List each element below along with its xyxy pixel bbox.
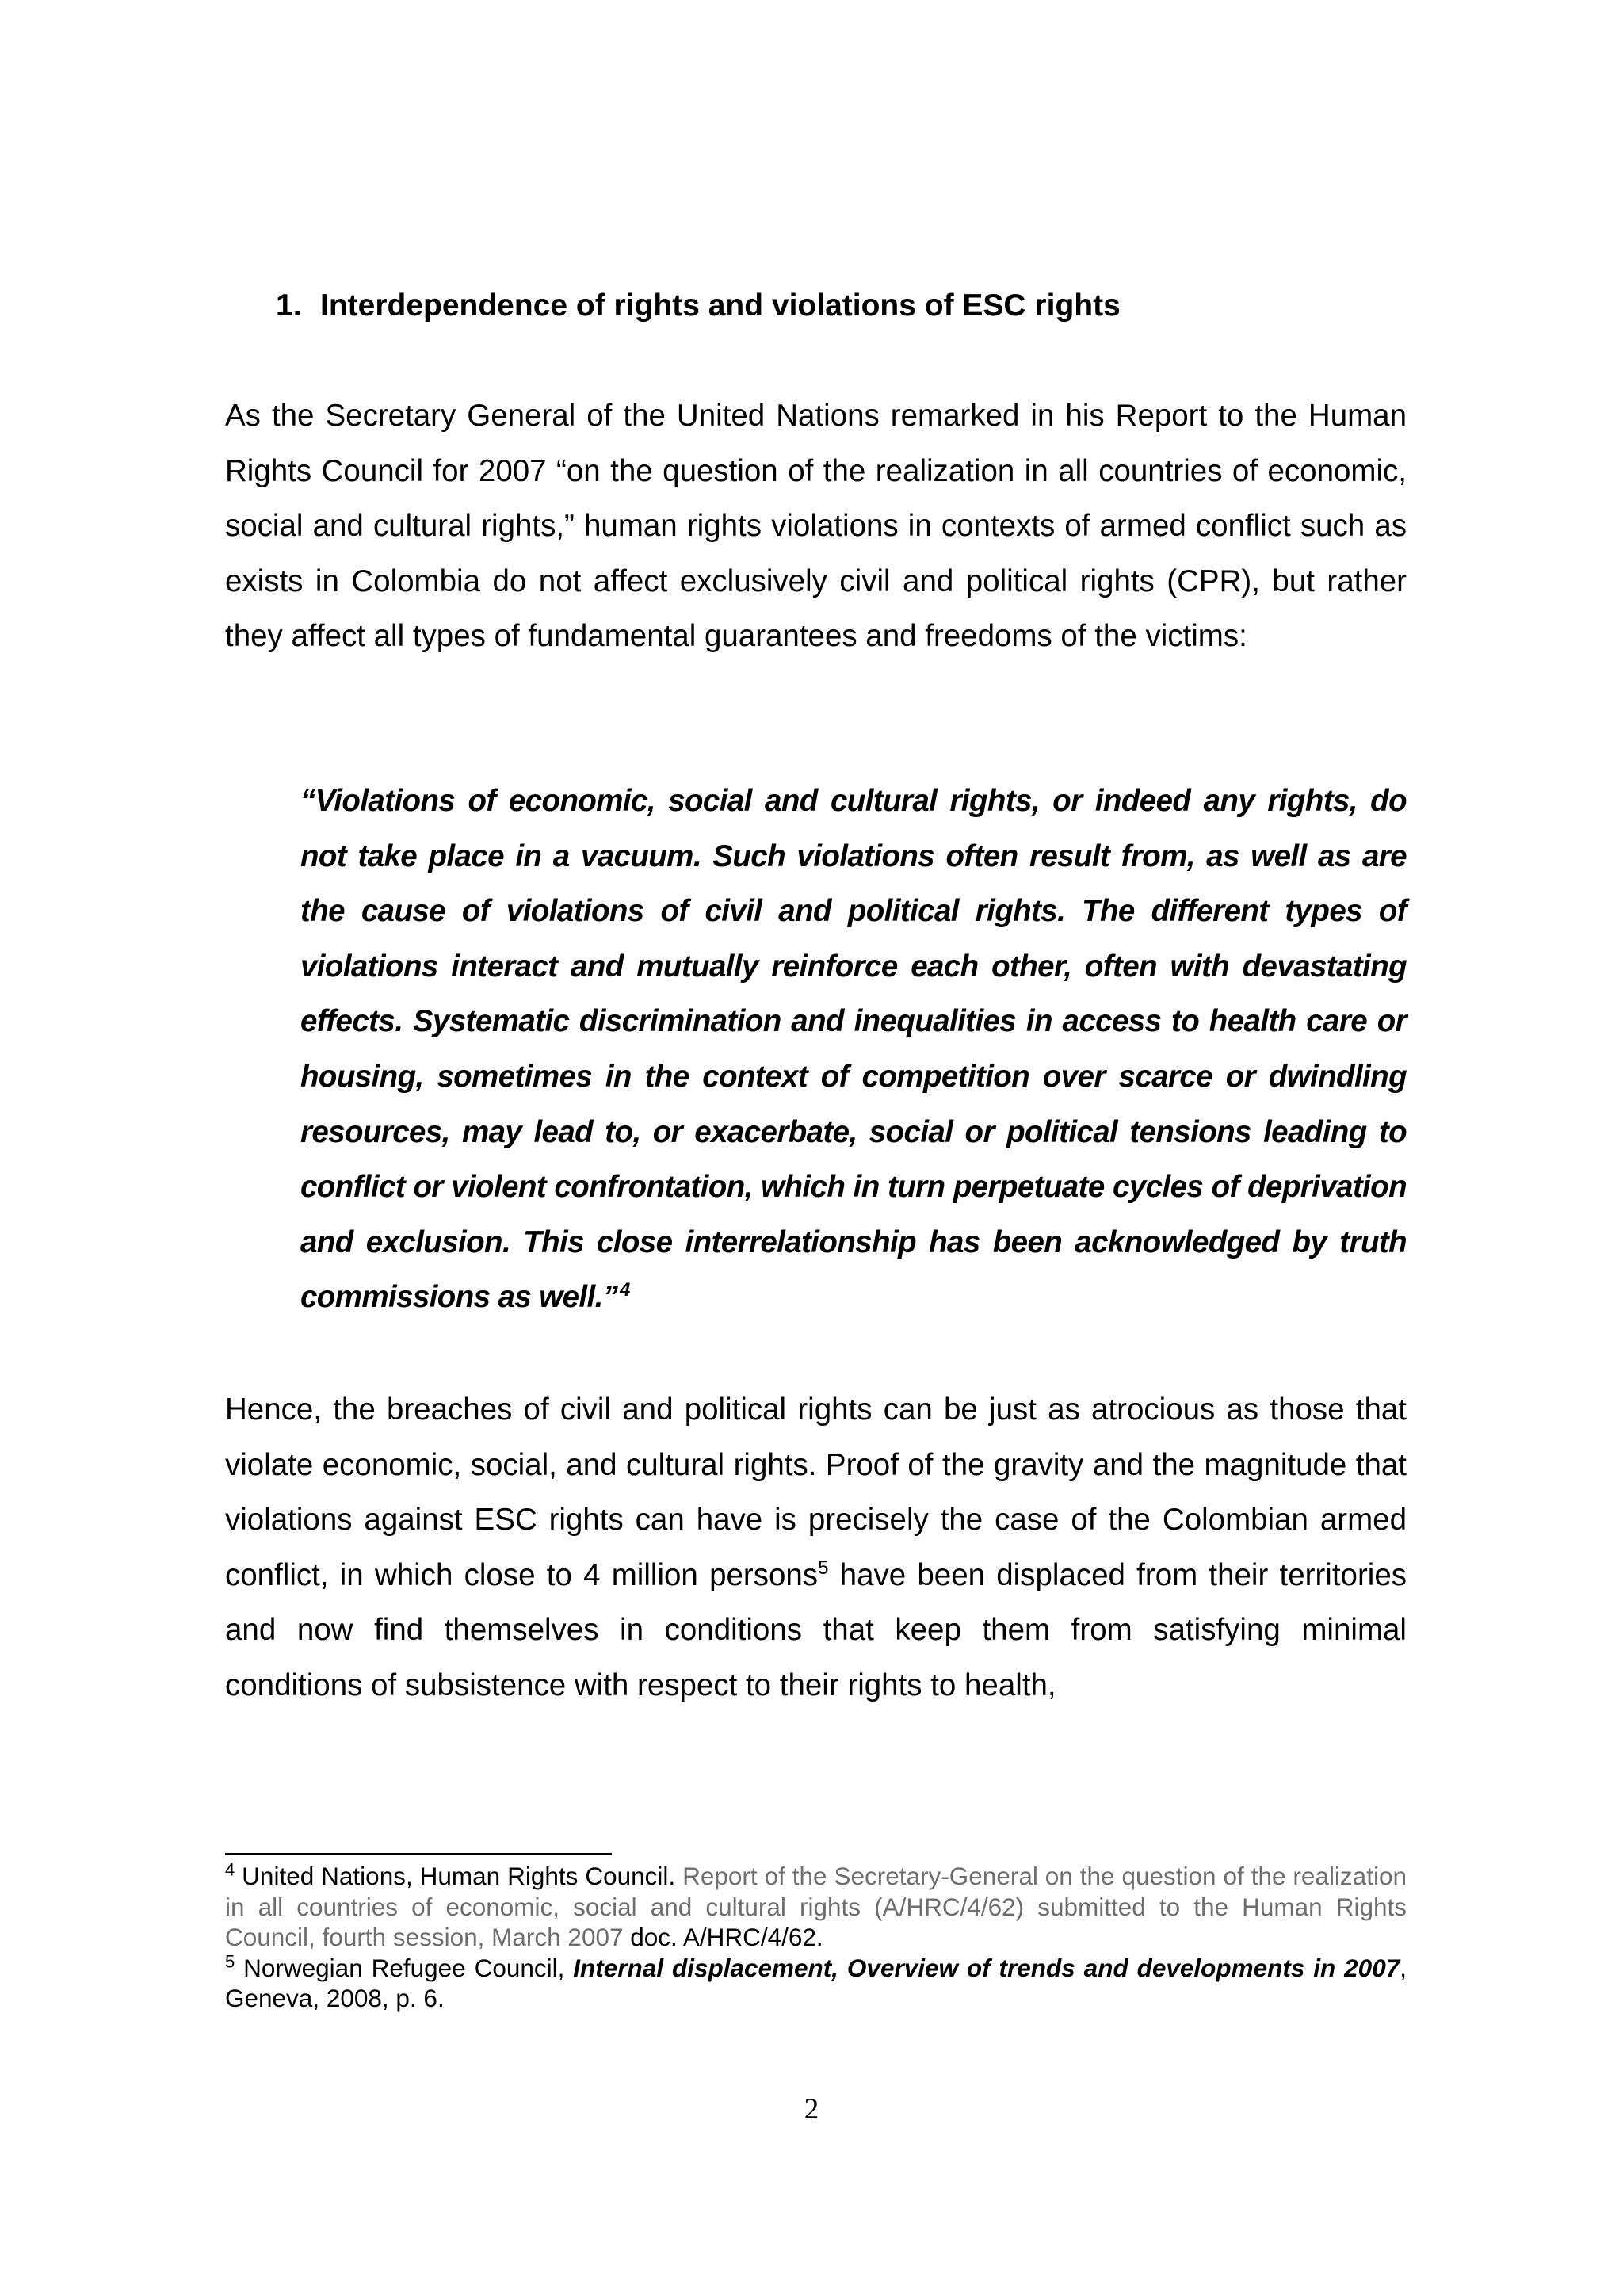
section-heading	[276, 287, 1433, 325]
footnote-ref-4[interactable]: 4	[620, 1279, 630, 1301]
footnote-5	[225, 1953, 1407, 2014]
body-paragraph-2	[225, 1382, 1407, 1713]
footnote-publication-title: Internal displacement, Overview of trends and developments in 2007	[573, 1953, 1400, 1982]
footnote-4	[225, 1861, 1407, 1953]
quote-text: “Violations of economic, social and cultural rights, or indeed any rights, do not take place in a vacuum. Such violations often result from, as well as are the cause of violations of civil and political rights. The different types of violations interact and mutually reinforce each other, often with devastating effects. Systematic discrimination and inequalities in access to health care or housing, sometimes in the context of competition over scarce or dwindling resources, may lead to, or exacerbate, social or political tensions leading to conflict or violent confrontation, which in turn perpetuate cycles of deprivation and exclusion. This close interrelationship has been acknowledged by truth commissions as well.”	[300, 784, 1407, 1315]
section-number: 1.	[276, 288, 302, 323]
footnote-publication-details: , Geneva, 2008, p. 6.	[225, 1953, 1407, 2012]
footnote-author: United Nations, Human Rights Council.	[235, 1862, 683, 1890]
paragraph-2-text-b: have been displaced from their territories and now find themselves in conditions that keep them from satisfying minimal conditions of subsistence with respect to their rights to health,	[225, 1557, 1407, 1702]
footnote-number: 5	[225, 1951, 235, 1971]
paragraph-2-text-a: Hence, the breaches of civil and political rights can be just as atrocious as those that violate economic, social, and cultural rights. Proof of the gravity and the magnitude that violations against ESC rights can have is precisely the case of the Colombian armed conflict, in which close to 4 million persons	[225, 1392, 1407, 1592]
body-paragraph-1: As the Secretary General of the United Nations remarked in his Report to the Human Rights Council for 2007 “on the question of the realization in all countries of economic, social and cultural rights,” human rights violations in contexts of armed conflict such as exists in Colombia do not affect exclusively civil and political rights (CPR), but rather they affect all types of fundamental guarantees and freedoms of the victims:	[225, 399, 1407, 653]
footnote-number: 4	[225, 1859, 235, 1880]
footnotes	[225, 1861, 1407, 2014]
footnote-report-title: Report of the Secretary-General on the question of the realization in all countries of economic, social and cultural rights (A/HRC/4/62) submitted to the Human Rights Council, fourth session, March 2007	[225, 1862, 1407, 1951]
footnote-doc-symbol: doc. A/HRC/4/62.	[623, 1923, 823, 1951]
footnote-ref-5[interactable]: 5	[818, 1557, 829, 1579]
block-quote	[300, 774, 1407, 1325]
section-title: Interdependence of rights and violations of ESC rights	[320, 288, 1121, 323]
page-number: 2	[804, 2093, 819, 2126]
footnote-author: Norwegian Refugee Council,	[235, 1953, 574, 1982]
footnote-separator	[225, 1853, 612, 1855]
